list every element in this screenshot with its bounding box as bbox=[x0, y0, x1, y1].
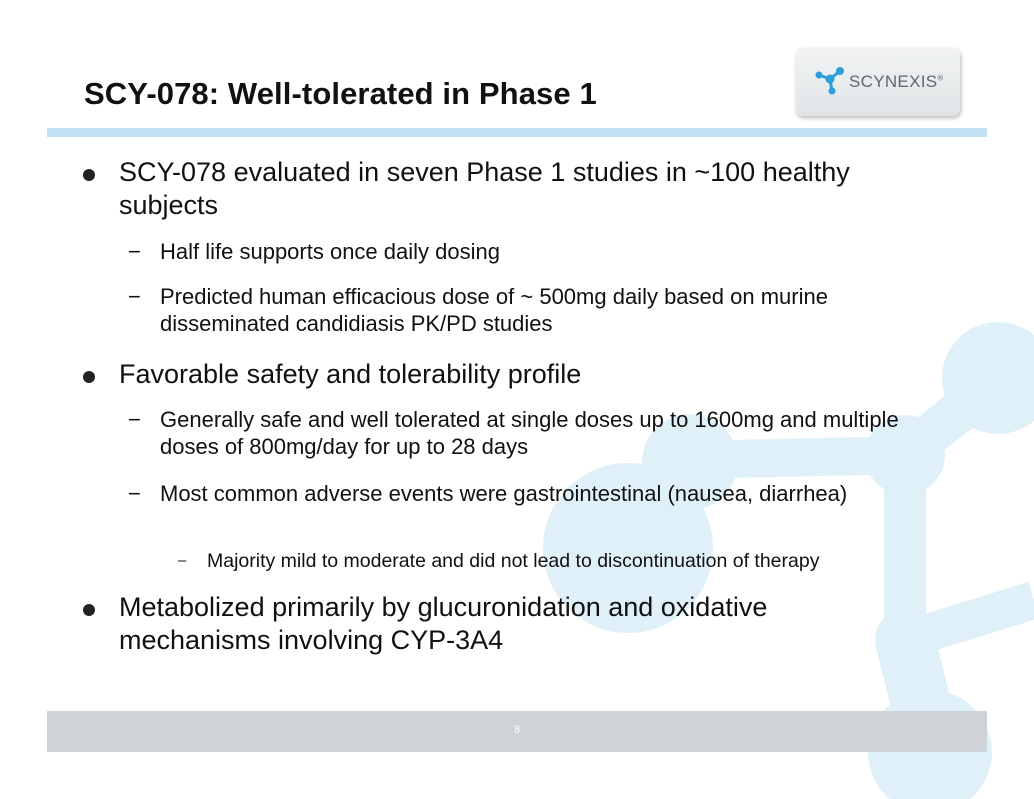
dash-icon: − bbox=[128, 239, 141, 264]
bullet-text: Metabolized primarily by glucuronidation and oxidative mechanisms involving CYP-3A4 bbox=[119, 592, 768, 655]
sub-sub-bullet-text: Majority mild to moderate and did not lead to discontinuation of therapy bbox=[207, 550, 820, 572]
logo-registered-mark: ® bbox=[937, 73, 944, 83]
bullet-dot-icon bbox=[83, 604, 95, 616]
dash-icon: − bbox=[128, 407, 141, 432]
dash-icon: – bbox=[178, 552, 187, 569]
dash-icon: − bbox=[128, 284, 141, 309]
bullet-text: Favorable safety and tolerability profile bbox=[119, 359, 582, 389]
bullet-dot-icon bbox=[83, 371, 95, 383]
sub-sub-bullet-item bbox=[178, 549, 967, 573]
title-divider bbox=[47, 128, 987, 137]
slide-title: SCY-078: Well-tolerated in Phase 1 bbox=[84, 76, 597, 111]
sub-bullet-item bbox=[128, 480, 960, 507]
sub-bullet-text: Generally safe and well tolerated at single doses up to 1600mg and multiple doses of 800mg/day for up to 28 days bbox=[160, 407, 899, 459]
footer-bar bbox=[47, 711, 987, 752]
page-number: 8 bbox=[513, 724, 521, 736]
bullet-item bbox=[119, 358, 879, 391]
dash-icon: − bbox=[128, 481, 141, 506]
sub-bullet-text: Half life supports once daily dosing bbox=[160, 239, 500, 264]
bullet-item bbox=[119, 156, 879, 222]
sub-bullet-item bbox=[128, 406, 960, 460]
bullet-item bbox=[119, 591, 879, 657]
company-logo bbox=[796, 48, 960, 116]
bullet-text: SCY-078 evaluated in seven Phase 1 studies in ~100 healthy subjects bbox=[119, 157, 850, 220]
logo-wordmark bbox=[849, 72, 944, 92]
bullet-dot-icon bbox=[83, 169, 95, 181]
sub-bullet-text: Predicted human efficacious dose of ~ 500mg daily based on murine disseminated candidiasis PK/PD studies bbox=[160, 284, 828, 336]
sub-bullet-item bbox=[128, 238, 960, 265]
sub-bullet-item bbox=[128, 283, 960, 337]
sub-bullet-text: Most common adverse events were gastrointestinal (nausea, diarrhea) bbox=[160, 481, 848, 506]
molecule-icon bbox=[812, 62, 848, 98]
logo-text: SCYNEXIS bbox=[849, 72, 938, 91]
